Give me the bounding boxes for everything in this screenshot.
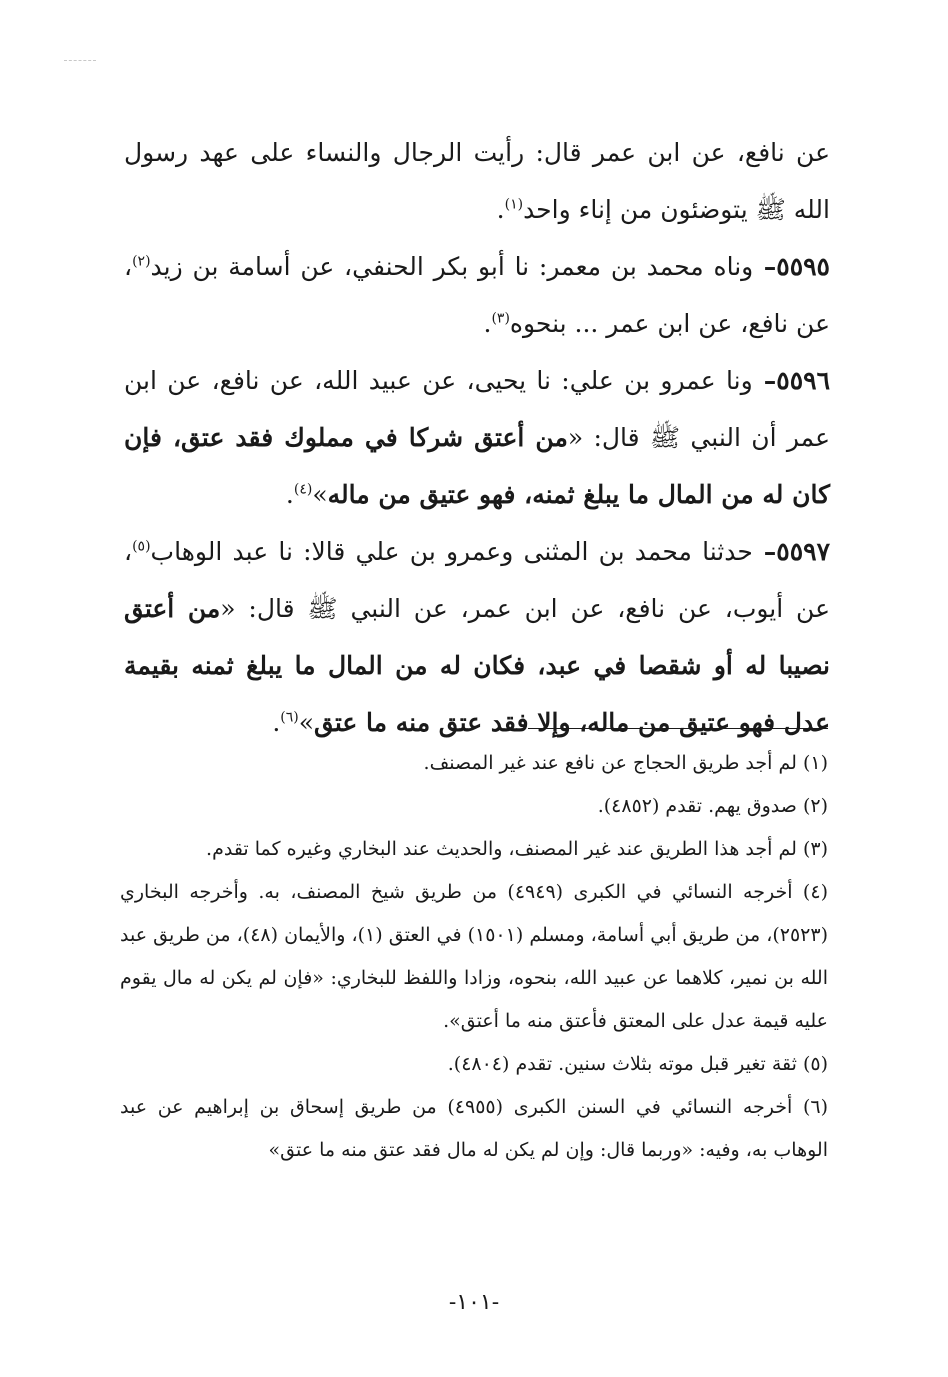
hadith-text-bold: من أعتق نصيبا له أو شقصا في عبد، فكان له من المال ما يبلغ ثمنه بقيمة عدل فهو عتيق من ماله، وإلا فقد عتق منه ما عتق [124,594,830,737]
footnote-2: (٢) صدوق يهم. تقدم (٤٨٥٢). [597,795,828,817]
footnote-ref[interactable]: (١) [504,196,524,213]
footnote-6: (٦) أخرجه النسائي في السنن الكبرى (٤٩٥٥) من طريق إسحاق بن إبراهيم عن عبد الوهاب به، وفيه: «وربما قال: وإن لم يكن له مال فقد عتق منه ما عتق» [120,1096,828,1161]
footnote-ref[interactable]: (٣) [491,310,510,327]
paragraph-continuation: عن نافع، عن ابن عمر قال: رأيت الرجال والنساء على عهد رسول الله ﷺ يتوضئون من إناء واحد$^{(١)}$. [124,138,830,224]
hadith-number: ٥٥٩٦ [776,366,830,395]
hadith-5595: ٥٥٩٥– وناه محمد بن معمر: نا أبو بكر الحنفي، عن أسامة بن زيد$^{(٢)}$، عن نافع، عن ابن عمر ... بنحوه$^{(٣)}$. [124,252,830,338]
footnote-ref[interactable]: (٦) [280,709,299,726]
text-run: حدثنا محمد بن المثنى وعمرو بن علي قالا: نا عبد الوهاب [150,537,753,566]
footnote-4: (٤) أخرجه النسائي في الكبرى (٤٩٤٩) من طريق شيخ المصنف، به. وأخرجه البخاري (٢٥٢٣)، من طريق أبي أسامة، ومسلم (١٥٠١) في العتق (١)، والأيمان (٤٨)، من طريق عبد الله بن نمير، كلاهما عن عبيد الله، بنحوه، وزادا واللفظ للبخاري: «فإن لم يكن له مال يقوم عليه قيمة عدل على المعتق فأعتق منه ما أعتق». [120,881,828,1032]
footnote-3: (٣) لم أجد هذا الطريق عند غير المصنف، والحديث عند البخاري وغيره كما تقدم. [206,838,828,860]
text-run: ، عن أيوب، عن نافع، عن ابن عمر، عن النبي ﷺ قال: « [124,537,830,623]
hadith-5596: ٥٥٩٦– ونا عمرو بن علي: نا يحيى، عن عبيد الله، عن نافع، عن ابن عمر أن النبي ﷺ قال: «من أعتق شركا في مملوك فقد عتق، فإن كان له من المال ما يبلغ ثمنه، فهو عتيق من ماله»$^{(٤)}$. [124,366,831,509]
text-run: وناه محمد بن معمر: نا أبو بكر الحنفي، عن أسامة بن زيد [150,252,754,281]
hadith-number: ٥٥٩٥ [776,252,830,281]
hadith-number: ٥٥٩٧ [776,537,830,566]
footnote-divider [528,728,828,729]
hadith-5597: ٥٥٩٧– حدثنا محمد بن المثنى وعمرو بن علي قالا: نا عبد الوهاب$^{(٥)}$، عن أيوب، عن نافع، عن ابن عمر، عن النبي ﷺ قال: «من أعتق نصيبا له أو شقصا في عبد، فكان له من المال ما يبلغ ثمنه بقيمة عدل فهو عتيق من ماله، وإلا فقد عتق منه ما عتق»$^{(٦)}$. [124,537,830,737]
footnote-ref[interactable]: (٢) [132,253,151,270]
page-number: -١٠١- [448,1290,500,1315]
hadith-text-bold: من أعتق شركا في مملوك فقد عتق، فإن كان له من المال ما يبلغ ثمنه، فهو عتيق من ماله [124,423,830,509]
footnote-1: (١) لم أجد طريق الحجاج عن نافع عند غير المصنف. [423,752,828,774]
text-run: ، عن نافع، عن ابن عمر ... بنحوه [124,252,830,338]
footnote-ref[interactable]: (٥) [132,538,151,555]
main-text [124,124,830,751]
footnotes [120,742,828,1172]
text-run: ونا عمرو بن علي: نا يحيى، عن عبيد الله، عن نافع، عن ابن عمر أن النبي ﷺ قال: « [124,366,831,452]
footnote-ref[interactable]: (٤) [293,481,313,498]
scan-mark [64,60,96,62]
text-run: عن نافع، عن ابن عمر قال: رأيت الرجال والنساء على عهد رسول الله ﷺ يتوضئون من إناء واحد [124,138,830,224]
footnote-5: (٥) ثقة تغير قبل موته بثلاث سنين. تقدم (٤٨٠٤). [447,1053,828,1075]
